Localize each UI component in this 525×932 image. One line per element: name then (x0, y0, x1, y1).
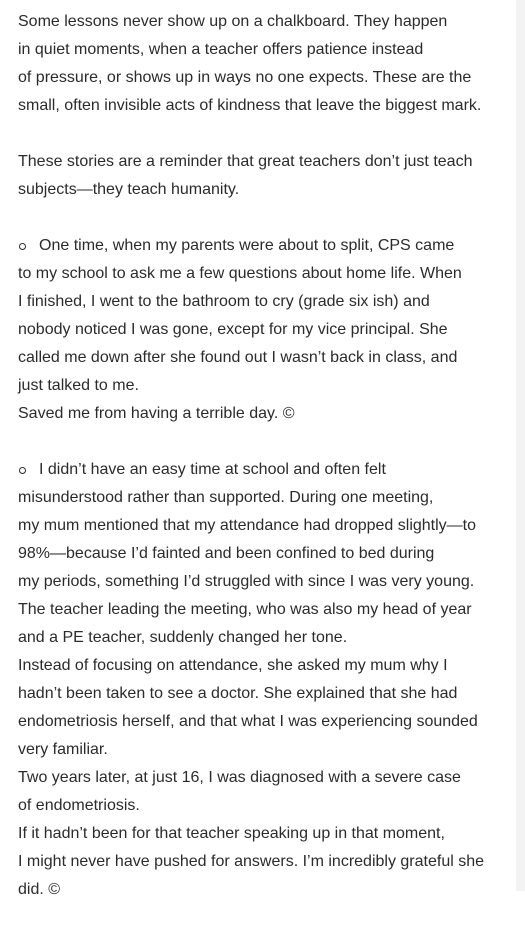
bullet-icon (19, 467, 26, 474)
intro-paragraph: Some lessons never show up on a chalkboard. They happen in quiet moments, when a teacher offers patience instead of pressure, or shows up in ways no one expects. These are the small, often invisible acts of kindness that leave the biggest mark. (18, 13, 482, 114)
story-first-line: I didn’t have an easy time at school and often felt (39, 461, 386, 478)
story-item (18, 232, 508, 428)
scrollbar[interactable] (516, 0, 525, 891)
story-first-line: One time, when my parents were about to split, CPS came (39, 237, 455, 254)
bullet-icon (19, 243, 26, 250)
intro-paragraph: These stories are a reminder that great teachers don’t just teach subjects—they teach humanity. (18, 153, 473, 198)
story-text: to my school to ask me a few questions about home life. When I finished, I went to the bathroom to cry (grade six ish) and nobody noticed I was gone, except for my vice principal. She called me down after she found out I wasn’t back in class, and just talked to me. Saved me from having a terrible day. © (18, 265, 462, 422)
story-text: misunderstood rather than supported. During one meeting, my mum mentioned that my attendance had dropped slightly—to 98%—because I’d fainted and been confined to bed during my periods, something I’d struggled with since I was very young. The teacher leading the meeting, who was also my head of year and a PE teacher, suddenly changed her tone. Instead of focusing on attendance, she asked my mum why I hadn’t been taken to see a doctor. She explained that she had endometriosis herself, and that what I was experiencing sounded very familiar. Two years later, at just 16, I was diagnosed with a severe case of endometriosis. If it hadn’t been for that teacher speaking up in that moment, I might never have pushed for answers. I’m incredibly grateful she did. © (18, 489, 485, 898)
article-body (18, 8, 508, 932)
story-item (18, 456, 508, 904)
